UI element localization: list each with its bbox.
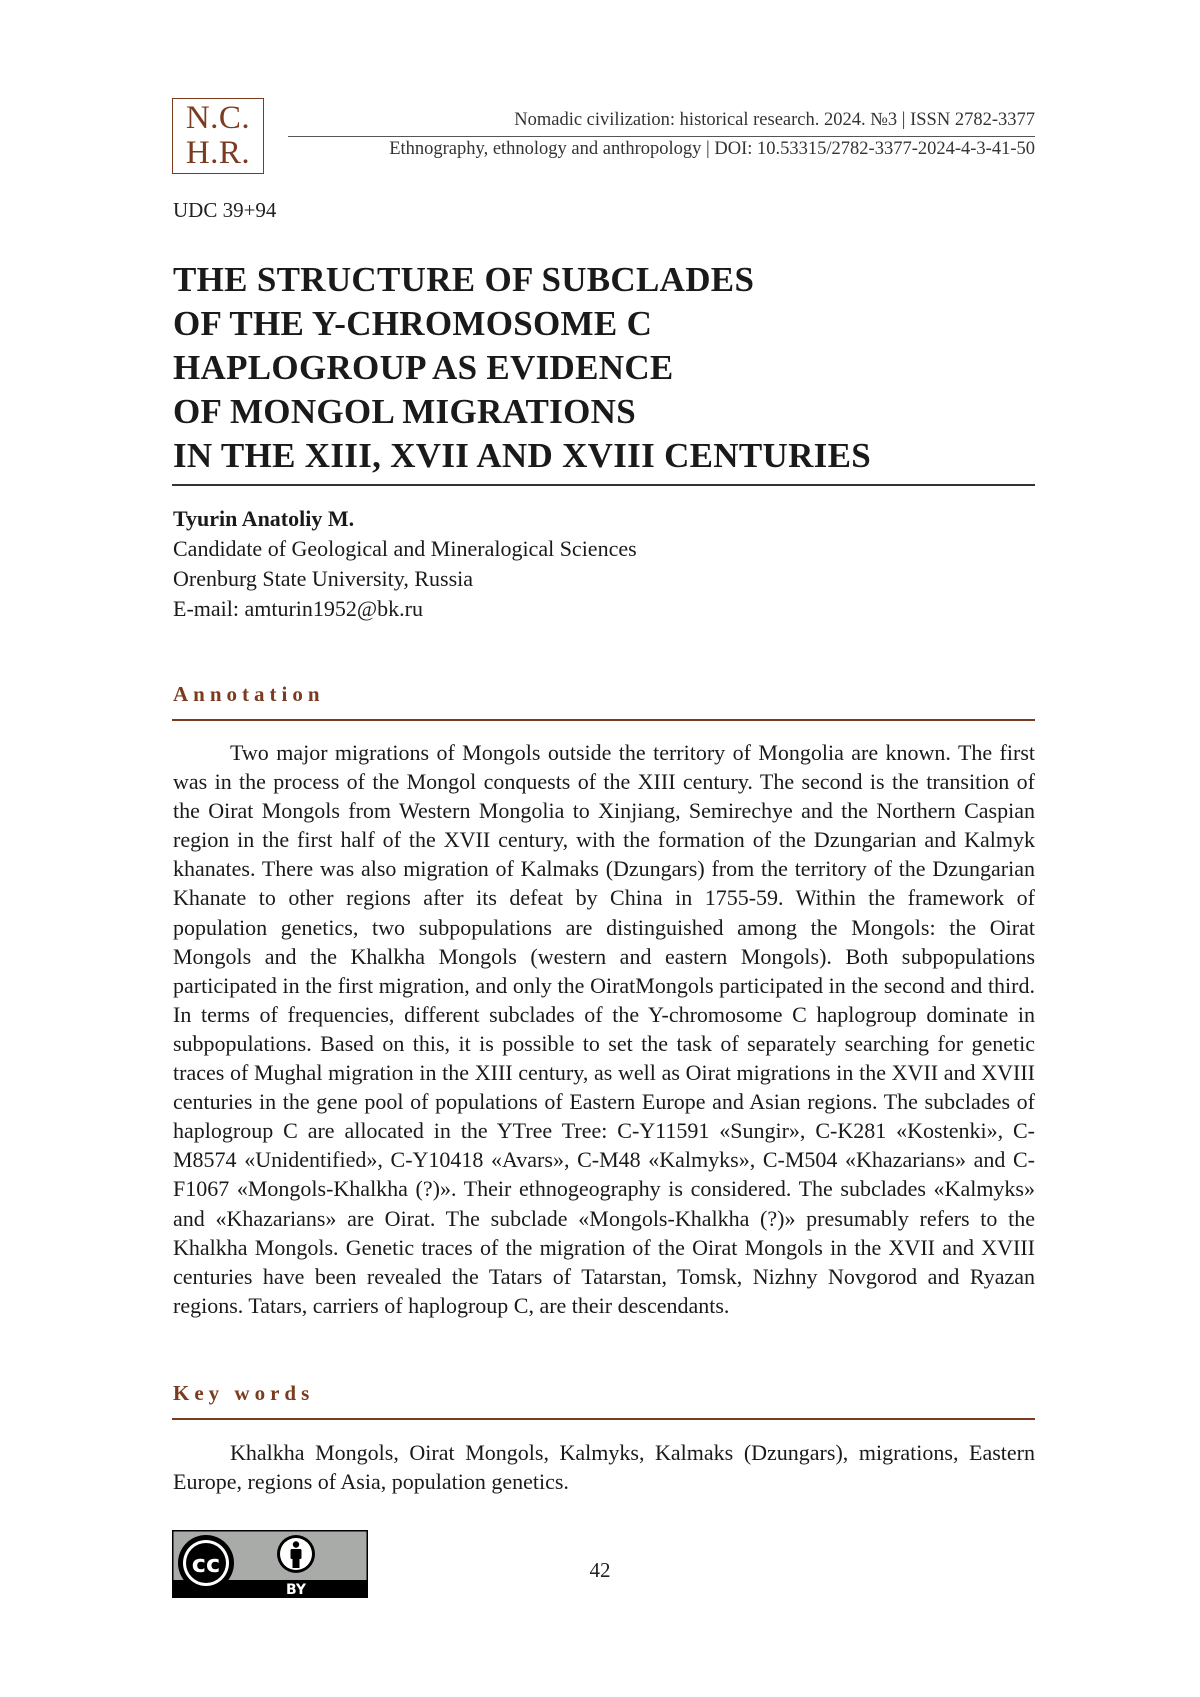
cc-label: cc (191, 1550, 221, 1578)
author-block (173, 504, 637, 624)
keywords-heading: Key words (173, 1381, 315, 1405)
author-affiliation: Orenburg State University, Russia (173, 566, 474, 591)
logo-line-1: N.C. (185, 100, 251, 136)
annotation-text: Two major migrations of Mongols outside the territory of Mongolia are known. The first was in the process of the Mongol conquests of the XIII century. The second is the transition of the Oirat Mongols from Western Mongolia to Xinjiang, Semirechye and the Northern Caspian region in the first half of the XVII century, with the formation of the Dzungarian and Kalmyk khanates. There was also migration of Kalmaks (Dzungars) from the territory of the Dzungarian Khanate to other regions after its defeat by China in 1755-59. Within the framework of population genetics, two subpopulations are distinguished among the Mongols: the Oirat Mongols and the Khalkha Mongols (western and eastern Mongols). Both subpopulations participated in the first migration, and only the OiratMongols participated in the second and third. In terms of frequencies, different subclades of the Y-chromosome C haplogroup dominate in subpopulations. Based on this, it is possible to set the task of separately searching for genetic traces of Mughal migration in the XIII century, as well as Oirat migrations in the XVII and XVIII centuries in the gene pool of populations of Eastern Europe and Asian regions. The subclades of haplogroup C are allocated in the YTree Tree: C-Y11591 «Sungir», C-K281 «Kostenki», C-M8574 «Unidentified», C-Y10418 «Avars», C-M48 «Kalmyks», C-M504 «Khazarians» and C-F1067 «Mongols-Khalkha (?)». Their ethnogeography is considered. The subclades «Kalmyks» and «Khazarians» are Oirat. The subclade «Mongols-Khalkha (?)» presumably refers to the Khalkha Mongols. Genetic traces of the migration of the Oirat Mongols in the XVII and XVIII centuries have been revealed the Tatars of Tatarstan, Tomsk, Nizhny Novgorod and Ryazan regions. Tatars, carriers of haplogroup C, are their descendants. (173, 740, 1035, 1318)
page-number: 42 (589, 1558, 611, 1582)
udc-code: UDC 39+94 (173, 198, 277, 222)
journal-logo (172, 98, 264, 174)
keywords-text: Khalkha Mongols, Oirat Mongols, Kalmyks, Kalmaks (Dzungars), migrations, Eastern Europe, regions of Asia, population genetics. (173, 1440, 1035, 1495)
title-line-1: THE STRUCTURE OF SUBCLADES (173, 260, 755, 299)
article-title (173, 258, 1053, 478)
title-line-2: OF THE Y-CHROMOSOME C (173, 304, 653, 343)
title-line-3: HAPLOGROUP AS EVIDENCE (173, 348, 674, 387)
header-rule (288, 136, 1035, 137)
annotation-heading: Annotation (173, 682, 325, 706)
author-name: Tyurin Anatoliy M. (173, 506, 355, 531)
author-degree: Candidate of Geological and Mineralogical Sciences (173, 536, 637, 561)
logo-line-2: H.R. (185, 135, 251, 171)
author-email: E-mail: amturin1952@bk.ru (173, 596, 423, 621)
by-label: BY (285, 1582, 307, 1598)
keywords-rule (172, 1418, 1035, 1420)
annotation-rule (172, 719, 1035, 721)
journal-info: Nomadic civilization: historical research. 2024. №3 | ISSN 2782-3377 (514, 110, 1035, 130)
title-line-5: IN THE XIII, XVII AND XVIII CENTURIES (173, 436, 871, 475)
title-rule (172, 484, 1035, 486)
title-line-4: OF MONGOL MIGRATIONS (173, 392, 636, 431)
section-doi: Ethnography, ethnology and anthropology | DOI: 10.53315/2782-3377-2024-4-3-41-50 (389, 139, 1035, 159)
